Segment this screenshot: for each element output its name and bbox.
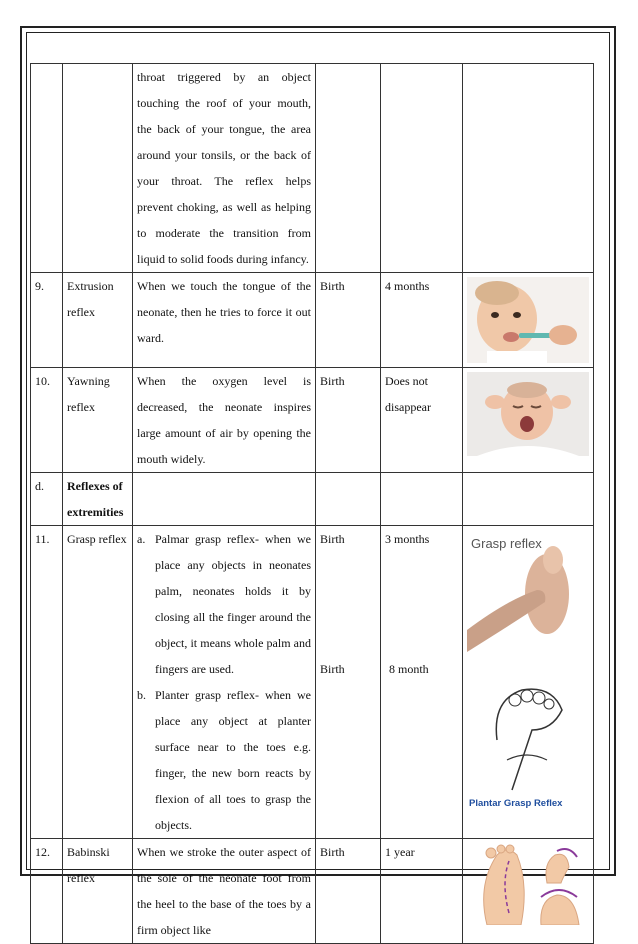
- section-heading: Reflexes of extremities: [63, 473, 133, 526]
- row-number: 10.: [31, 368, 63, 473]
- table-row: [31, 273, 594, 368]
- appears-at: Birth Birth: [316, 526, 381, 839]
- appears-at: Birth: [316, 839, 381, 944]
- appears-at: [316, 64, 381, 273]
- image-cell: [463, 368, 594, 473]
- grasp-caption: Grasp reflex: [471, 536, 542, 551]
- yawning-baby-photo: [467, 372, 589, 456]
- reflex-name: Yawning reflex: [63, 368, 133, 473]
- disappears-at: 1 year: [381, 839, 463, 944]
- sub-item-planter: b. Planter grasp reflex- when we place any object at planter surface near to the toes e.g. finger, the new born reacts by flexion of all toes to grasp the objects.: [137, 688, 311, 832]
- appears-at: Birth: [316, 273, 381, 368]
- row-number: 11.: [31, 526, 63, 839]
- reflex-name: Babinski reflex: [63, 839, 133, 944]
- image-cell: [463, 273, 594, 368]
- appears-at: Birth: [316, 368, 381, 473]
- image-cell: [463, 526, 594, 839]
- table-row: [31, 473, 594, 526]
- reflex-name: Grasp reflex: [63, 526, 133, 839]
- reflex-description: When the oxygen level is decreased, the neonate inspires large amount of air by opening the mouth widely.: [133, 368, 316, 473]
- reflex-name: [63, 64, 133, 273]
- image-cell: [463, 839, 594, 944]
- reflexes-table: [30, 63, 594, 944]
- table-row: [31, 839, 594, 944]
- disappears-at: Does not disappear: [381, 368, 463, 473]
- row-number: [31, 64, 63, 273]
- sub-item-palmar: a. Palmar grasp reflex- when we place any objects in neonates palm, neonates holds it by closing all the finger around the object, it means whole palm and fingers are used.: [137, 532, 311, 676]
- table-row: [31, 368, 594, 473]
- reflex-description: [133, 526, 316, 839]
- table-row: [31, 64, 594, 273]
- babinski-foot-illustration: [467, 843, 589, 925]
- baby-with-spoon-photo: [467, 277, 589, 363]
- row-number: 12.: [31, 839, 63, 944]
- section-letter: d.: [31, 473, 63, 526]
- table-row: [31, 526, 594, 839]
- plantar-caption: Plantar Grasp Reflex: [469, 798, 563, 809]
- disappears-at: [381, 64, 463, 273]
- row-number: 9.: [31, 273, 63, 368]
- disappears-at: 3 months 8 month: [381, 526, 463, 839]
- image-cell: [463, 64, 594, 273]
- disappears-at: 4 months: [381, 273, 463, 368]
- reflex-description: throat triggered by an object touching the roof of your mouth, the back of your tongue, the area around your tonsils, or the back of your throat. The reflex helps prevent choking, as well as helping to moderate the transition from liquid to solid foods during infancy.: [133, 64, 316, 273]
- reflex-description: When we stroke the outer aspect of the sole of the neonate foot from the heel to the base of the toes by a firm object like: [133, 839, 316, 944]
- reflex-description: When we touch the tongue of the neonate, then he tries to force it out ward.: [133, 273, 316, 368]
- grasp-reflex-illustration: [467, 530, 589, 812]
- reflex-name: Extrusion reflex: [63, 273, 133, 368]
